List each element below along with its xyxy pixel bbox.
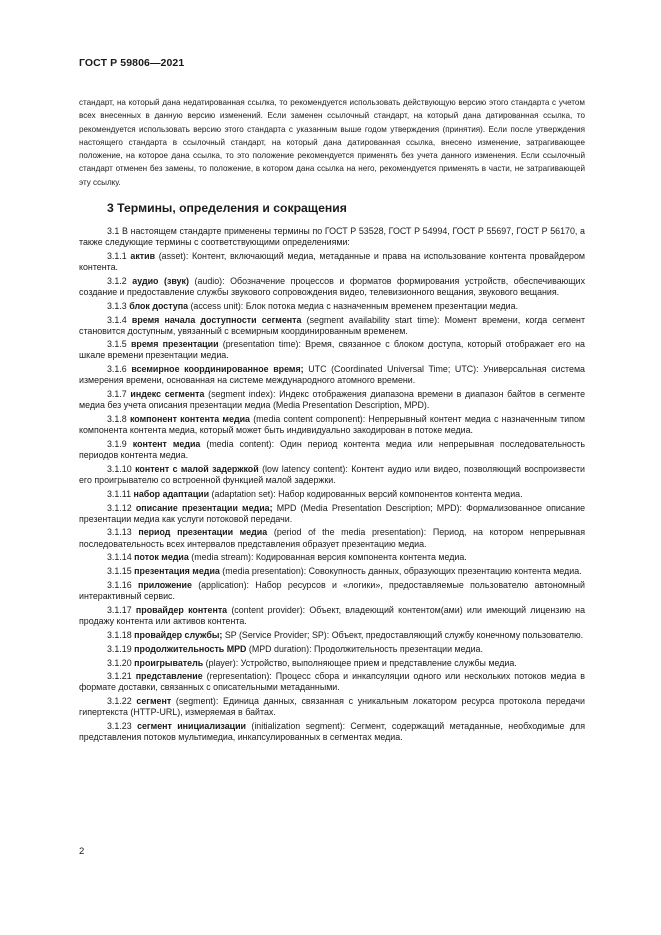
term-definition: (audio): Обозначение процессов и форматов формирования устройств, обеспечивающих создание и предоставление службы звукового сопровождения видео, телевизионного вещания, звукового вещания. <box>79 275 586 297</box>
term-name: период презентации медиа <box>138 527 268 538</box>
term-number: 3.1.3 <box>107 300 127 311</box>
term-number: 3.1.19 <box>107 643 132 654</box>
term-name: провайдер службы; <box>134 629 223 640</box>
term-number: 3.1.14 <box>107 552 132 563</box>
term-name: индекс сегмента <box>130 389 205 400</box>
term-definition: (application): Набор ресурсов и «логики», предоставляемые пользователю автономный интерактивный сервис. <box>79 580 585 602</box>
term-name: сегмент инициализации <box>137 721 247 732</box>
term-entry <box>79 630 585 641</box>
term-entry <box>79 364 585 386</box>
term-entry <box>79 439 585 461</box>
terms-list <box>79 226 585 746</box>
term-entry <box>79 671 585 693</box>
term-entry <box>79 644 585 655</box>
section-title: 3 Термины, определения и сокращения <box>107 201 347 215</box>
term-definition: (initialization segment): Сегмент, содержащий метаданные, необходимые для представления потоков мультимедиа, инкапсулированных в сегментах медиа. <box>79 721 586 743</box>
term-definition: (low latency content): Контент аудио или видео, позволяющий воспроизвести его проигрывателю со встроенной функцией малой задержки. <box>79 463 586 485</box>
term-number: 3.1.15 <box>107 566 132 577</box>
term-number: 3.1.9 <box>107 438 127 449</box>
term-number: 3.1.22 <box>107 696 132 707</box>
term-definition: (media stream): Кодированная версия компонента контента медиа. <box>188 552 467 563</box>
term-definition: SP (Service Provider; SP): Объект, предоставляющий службу конечному пользователю. <box>222 629 584 640</box>
term-number: 3.1.12 <box>107 502 132 513</box>
term-entry <box>79 566 585 577</box>
term-entry <box>79 605 585 627</box>
term-definition: (MPD duration): Продолжительность презентации медиа. <box>246 643 483 654</box>
term-definition: (media presentation): Совокупность данных, образующих презентацию контента медиа. <box>219 566 582 577</box>
term-name: презентация медиа <box>134 566 220 577</box>
term-name: представление <box>135 671 203 682</box>
term-entry <box>79 301 585 312</box>
term-name: описание презентации медиа; <box>135 502 273 513</box>
term-number: 3.1.17 <box>107 604 132 615</box>
term-name: сегмент <box>136 696 172 707</box>
terms-container <box>79 251 585 743</box>
term-name: время начала доступности сегмента <box>131 314 302 325</box>
term-number: 3.1.1 <box>107 250 127 261</box>
term-entry <box>79 251 585 273</box>
term-name: набор адаптации <box>133 488 210 499</box>
term-name: проигрыватель <box>134 657 204 668</box>
term-definition: (segment index): Индекс отображения диапазона времени в диапазон байтов в сегменте медиа без учета описания презентации медиа (Media Presentation Description, MPD). <box>79 389 586 411</box>
term-number: 3.1.5 <box>107 339 127 350</box>
term-name: блок доступа <box>129 300 189 311</box>
term-name: поток медиа <box>134 552 189 563</box>
term-number: 3.1.4 <box>107 314 127 325</box>
term-name: продолжительность MPD <box>134 643 247 654</box>
term-name: приложение <box>137 580 192 591</box>
term-entry <box>79 464 585 486</box>
term-name: провайдер контента <box>135 604 228 615</box>
term-definition: (period of the media presentation): Период, на котором непрерывная последовательность всех интервалов представления образует презентацию медиа. <box>79 527 586 549</box>
term-definition: (media content component): Непрерывный контент медиа с назначенным типом компонента контента медиа, который может быть индивидуально закодирован в потоке медиа. <box>79 414 586 436</box>
term-name: всемирное координированное время; <box>131 364 304 375</box>
term-number: 3.1.10 <box>107 463 132 474</box>
terms-intro: 3.1 В настоящем стандарте применены термины по ГОСТ Р 53528, ГОСТ Р 54994, ГОСТ Р 55697, ГОСТ Р 56170, а также следующие термины с соответствующими определениями: <box>79 226 585 248</box>
term-number: 3.1.21 <box>107 671 132 682</box>
term-definition: (access unit): Блок потока медиа с назначенным временем презентации медиа. <box>188 300 519 311</box>
term-name: время презентации <box>130 339 219 350</box>
term-number: 3.1.18 <box>107 629 132 640</box>
term-number: 3.1.13 <box>107 527 132 538</box>
term-entry <box>79 389 585 411</box>
term-number: 3.1.7 <box>107 389 127 400</box>
term-name: актив <box>130 250 156 261</box>
term-number: 3.1.6 <box>107 364 127 375</box>
term-entry <box>79 339 585 361</box>
term-entry <box>79 580 585 602</box>
document-header: ГОСТ Р 59806—2021 <box>79 57 185 69</box>
term-name: компонент контента медиа <box>129 414 250 425</box>
term-number: 3.1.20 <box>107 657 132 668</box>
term-number: 3.1.2 <box>107 275 127 286</box>
term-definition: MPD (Media Presentation Description; MPD): Формализованное описание презентации медиа как услуги потоковой передачи. <box>79 502 586 524</box>
term-definition: (asset): Контент, включающий медиа, метаданные и права на использование контента провайдером контента. <box>79 250 585 272</box>
term-definition: (representation): Процесс сбора и инкапсуляции одного или нескольких потоков медиа в формате доставки, связанных с описательными метаданными. <box>79 671 585 693</box>
term-entry <box>79 696 585 718</box>
term-entry <box>79 721 585 743</box>
term-definition: (segment availability start time): Момент времени, когда сегмент становится доступным, увязанный с всемирным координированным временем. <box>79 314 586 336</box>
term-number: 3.1.8 <box>107 414 127 425</box>
term-entry <box>79 527 585 549</box>
term-number: 3.1.23 <box>107 721 132 732</box>
term-definition: (adaptation set): Набор кодированных версий компонентов контента медиа. <box>209 488 523 499</box>
page-number: 2 <box>79 846 85 857</box>
term-entry <box>79 658 585 669</box>
term-entry <box>79 276 585 298</box>
term-definition: (media content): Один период контента медиа или непрерывная последовательность периодов контента медиа. <box>79 438 585 461</box>
term-name: контент с малой задержкой <box>135 463 259 474</box>
term-name: аудио (звук) <box>132 275 189 286</box>
intro-paragraph: стандарт, на который дана недатированная ссылка, то рекомендуется использовать действующую версию этого стандарта с учетом всех внесенных в данную версию изменений. Если заменен ссылочный стандарт, на который дана датированная ссылка, то рекомендуется использовать версию этого стандарта с указанным выше годом утверждения (принятия). Если после утверждения настоящего стандарта в ссылочный стандарт, на который дана датированная ссылка, внесено изменение, затрагивающее положение, на которое дана ссылка, то это положение рекомендуется применять без учета данного изменения. Если ссылочный стандарт отменен без замены, то положение, в котором дана ссылка на него, рекомендуется применять в части, не затрагивающей эту ссылку. <box>79 98 585 187</box>
term-name: контент медиа <box>132 438 201 449</box>
term-entry <box>79 552 585 563</box>
term-definition: (player): Устройство, выполняющее прием и представление службы медиа. <box>203 657 517 668</box>
term-entry <box>79 503 585 525</box>
term-definition: (content provider): Объект, владеющий контентом(ами) или имеющий лицензию на продажу контента или активов контента. <box>79 604 586 626</box>
term-entry <box>79 489 585 500</box>
term-entry <box>79 315 585 337</box>
term-entry <box>79 414 585 436</box>
term-definition: UTC (Coordinated Universal Time; UTC): Универсальная система измерения времени, основанная на системе международного атомного времени. <box>79 364 585 386</box>
term-number: 3.1.11 <box>107 488 132 499</box>
term-definition: (presentation time): Время, связанное с блоком доступа, который отображает его на шкале времени презентации медиа. <box>79 339 585 361</box>
term-definition: (segment): Единица данных, связанная с уникальным локатором ресурса протокола передачи гипертекста (HTTP-URL), измеряемая в байтах. <box>79 696 585 718</box>
term-number: 3.1.16 <box>107 580 132 591</box>
